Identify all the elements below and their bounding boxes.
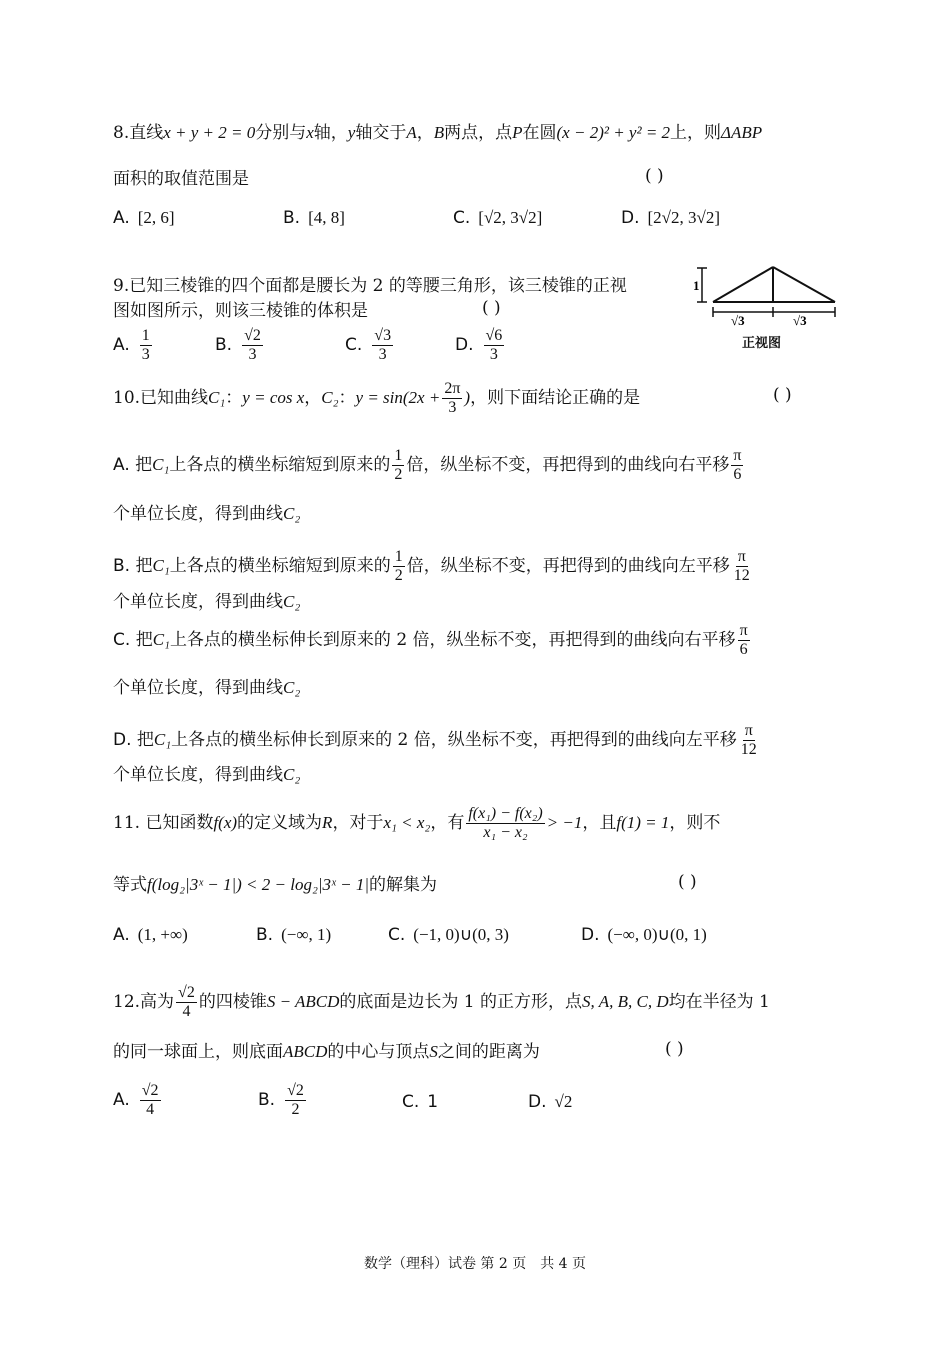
option-label: C.	[388, 925, 406, 945]
shift-fraction: $\frac{\pi}{12}$	[733, 548, 750, 584]
q12-line2: 的同一球面上，则底面ABCD的中心与顶点S之间的距离为	[113, 1042, 540, 1062]
option-value: [√2, 3√2]	[478, 208, 543, 227]
option-label: A.	[113, 1090, 130, 1110]
q10-answer-blank: ( )	[773, 385, 792, 405]
q8-line2: 面积的取值范围是	[113, 169, 249, 189]
option-fraction: $\frac{√2}{3}$	[244, 327, 261, 363]
q12-option-a	[113, 1082, 163, 1119]
q10-equation-2: y = sin(2x +	[355, 388, 441, 407]
q12-option-b	[258, 1082, 308, 1119]
option-value: [2, 6]	[137, 208, 175, 227]
option-label: C.	[345, 335, 363, 355]
q10-option-d-line2: 个单位长度，得到曲线C₂	[113, 765, 301, 785]
q12-base: ABCD	[283, 1042, 328, 1061]
q10-option-b: B. 把C₁上各点的横坐标缩短到原来的 $\frac{1}{2}$ 倍，纵坐标不变，再把得到的曲线向左平移 $\frac{\pi}{12}$	[113, 548, 750, 584]
ratio-fraction: $\frac{1}{2}$	[394, 447, 403, 483]
option-label: A.	[113, 455, 130, 475]
option-label: C.	[402, 1092, 420, 1112]
fig-left-edge	[713, 267, 773, 302]
q8-text: 在圆	[522, 123, 557, 143]
q8-option-c	[453, 208, 542, 228]
q8-line-equation: x + y + 2 = 0	[163, 123, 256, 142]
q8-text: 轴，	[313, 123, 348, 143]
q12-pyramid: S − ABCD	[266, 992, 340, 1011]
q8-point-b: B	[433, 123, 445, 142]
q11-domain: R	[322, 813, 333, 832]
q12-option-d	[528, 1092, 572, 1112]
option-value: [4, 8]	[308, 208, 345, 227]
option-label: C.	[113, 630, 131, 650]
q8-line1	[113, 120, 850, 146]
q11-difference-quotient: $\frac{\text{f(x₁) − f(x₂)}}{\text{x₁ − x₂}}$	[468, 805, 543, 841]
q8-text: 分别与	[255, 123, 307, 143]
option-fraction: $\frac{√3}{3}$	[374, 327, 392, 363]
option-value: (−∞, 0)∪(0, 1)	[607, 925, 707, 944]
option-value: 1	[427, 1092, 439, 1112]
option-fraction: $\frac{√6}{3}$	[485, 327, 503, 363]
option-label: A.	[113, 208, 130, 228]
option-label: B.	[283, 208, 301, 228]
q11-inequality: f(log₂|3ˣ − 1|) < 2 − log₂|3ˣ − 1|	[147, 875, 369, 894]
fig-right-base-label: √3	[793, 313, 807, 328]
q8-text: ，	[416, 123, 434, 143]
fig-left-base-label: √3	[731, 313, 745, 328]
q10-equation-1: y = cos x	[242, 388, 305, 407]
option-label: B.	[113, 556, 131, 576]
option-value: (−∞, 1)	[281, 925, 332, 944]
option-label: B.	[256, 925, 274, 945]
q12-height-fraction: $\frac{√2}{4}$	[178, 984, 195, 1020]
q10-option-a-line2: 个单位长度，得到曲线C₂	[113, 504, 301, 524]
option-label: D.	[621, 208, 640, 228]
q11-option-d	[581, 925, 707, 945]
q8-option-d	[621, 208, 720, 228]
page-footer: 数学（理科）试卷 第 2 页 共 4 页	[363, 1256, 587, 1272]
q8-text: 轴交于	[355, 123, 407, 143]
option-fraction: $\frac{1}{3}$	[141, 327, 150, 363]
q10-option-d: D. 把C₁上各点的横坐标伸长到原来的 2 倍，纵坐标不变，再把得到的曲线向左平移 $\frac{\pi}{12}$	[113, 722, 757, 758]
option-label: A.	[113, 925, 130, 945]
option-value: [2√2, 3√2]	[647, 208, 720, 227]
option-value: (1, +∞)	[137, 925, 188, 944]
ratio-fraction: $\frac{1}{2}$	[394, 548, 403, 584]
option-label: D.	[113, 730, 132, 750]
q10-phase-fraction: $\frac{2\pi}{3}$	[444, 380, 461, 416]
q10-curve-c1: C₁	[208, 388, 226, 407]
q11-function: f(x)	[213, 813, 238, 832]
option-label: A.	[113, 335, 130, 355]
option-fraction: $\frac{√2}{2}$	[287, 1082, 304, 1118]
q10-option-c-line2: 个单位长度，得到曲线C₂	[113, 678, 301, 698]
q12-vertex: S	[429, 1042, 438, 1061]
q11-answer-blank: ( )	[678, 872, 697, 892]
q8-triangle: ΔABP	[721, 123, 763, 142]
q12-line1: 12.高为 $\frac{√2}{4}$ 的四棱锥S − ABCD的底面是边长为 1 的正方形，点S, A, B, C, D均在半径为 1	[113, 984, 770, 1020]
q9-line2: 图如图所示，则该三棱锥的体积是	[113, 301, 368, 321]
option-label: C.	[453, 208, 471, 228]
q8-point-a: A	[406, 123, 417, 142]
q9-answer-blank: ( )	[482, 298, 501, 318]
q8-point-p: P	[512, 123, 523, 142]
q11-line2: 等式f(log₂|3ˣ − 1|) < 2 − log₂|3ˣ − 1|的解集为	[113, 875, 437, 895]
q8-x-axis: x	[306, 123, 314, 142]
fig-right-edge	[773, 267, 835, 302]
option-label: B.	[215, 335, 233, 355]
q9-option-b	[215, 327, 265, 364]
q12-option-c	[402, 1092, 438, 1112]
q8-y-axis: y	[347, 123, 356, 142]
q10-option-a: A. 把C₁上各点的横坐标缩短到原来的 $\frac{1}{2}$ 倍，纵坐标不变，再把得到的曲线向右平移 $\frac{\pi}{6}$	[113, 447, 742, 483]
q11-condition: x₁ < x₂	[383, 813, 431, 832]
q12-answer-blank: ( )	[665, 1039, 684, 1059]
option-label: B.	[258, 1090, 276, 1110]
q11-option-c	[388, 925, 509, 945]
q8-option-a	[113, 208, 175, 228]
q8-answer-blank: ( )	[645, 166, 664, 186]
option-label: D.	[455, 335, 474, 355]
q12-points: S, A, B, C, D	[582, 992, 669, 1011]
q8-text: 8.直线	[113, 123, 164, 143]
shift-fraction: $\frac{\pi}{6}$	[739, 622, 748, 658]
shift-fraction: $\frac{\pi}{6}$	[733, 447, 742, 483]
q9-option-a	[113, 327, 154, 364]
option-value: √2	[554, 1092, 573, 1111]
q11-line1: 11. 已知函数f(x)的定义域为R，对于x₁ < x₂，有 $\frac{\text{f(x₁) − f(x₂)}}{\text{x₁ − x₂}}$ > −1，且f(1) = 1，则不	[113, 805, 721, 841]
q10-option-b-line2: 个单位长度，得到曲线C₂	[113, 592, 301, 612]
q9-option-d	[455, 327, 506, 364]
q8-text: 上，则	[670, 123, 722, 143]
option-fraction: $\frac{√2}{4}$	[141, 1082, 159, 1118]
q8-circle-equation: (x − 2)² + y² = 2	[556, 123, 671, 142]
q10-text: ，则下面结论正确的是	[470, 388, 641, 408]
q11-f1: f(1) = 1	[616, 813, 670, 832]
q8-option-b	[283, 208, 345, 228]
q8-text: 两点，点	[444, 123, 513, 143]
option-value: (−1, 0)∪(0, 3)	[413, 925, 509, 944]
q10-stem: 10.已知曲线C₁：y = cos x，C₂：y = sin(2x + $\frac{2\pi}{3}$ )，则下面结论正确的是	[113, 380, 641, 416]
q10-curve-c2: C₂	[321, 388, 339, 407]
q9-option-c	[345, 327, 395, 364]
option-label: D.	[528, 1092, 547, 1112]
q11-option-a	[113, 925, 188, 945]
q11-option-b	[256, 925, 331, 945]
q10-text: 10.已知曲线	[113, 388, 209, 408]
q9-line1: 9.已知三棱锥的四个面都是腰长为 2 的等腰三角形，该三棱锥的正视	[113, 276, 627, 296]
option-label: D.	[581, 925, 600, 945]
fig-height-label: 1	[693, 278, 700, 293]
q9-figure-caption: 正视图	[742, 336, 782, 351]
shift-fraction: $\frac{\pi}{12}$	[740, 722, 757, 758]
q10-option-c: C. 把C₁上各点的横坐标伸长到原来的 2 倍，纵坐标不变，再把得到的曲线向右平移 $\frac{\pi}{6}$	[113, 622, 748, 658]
